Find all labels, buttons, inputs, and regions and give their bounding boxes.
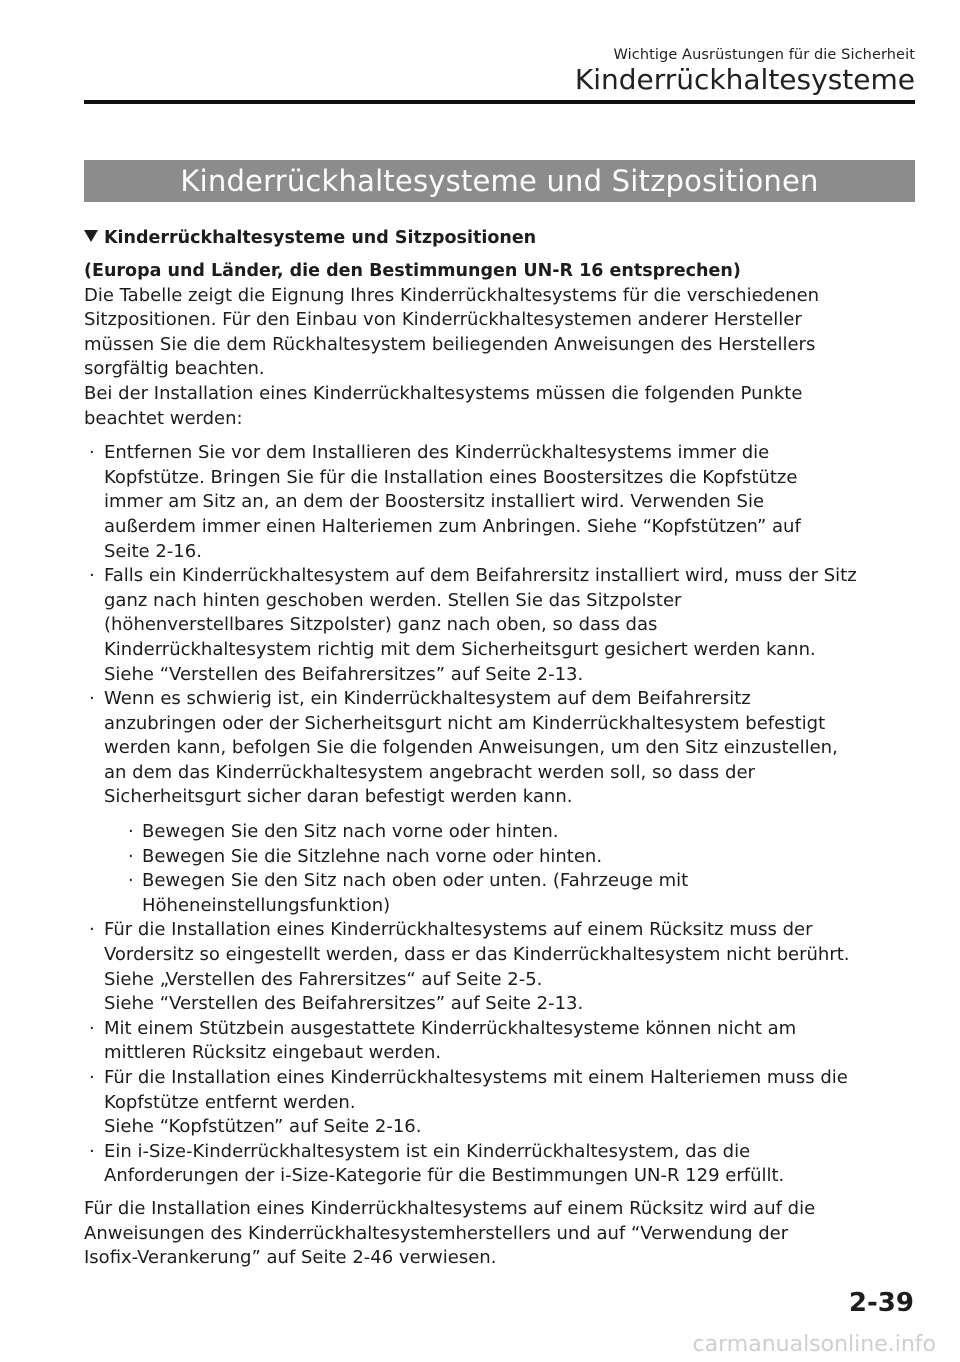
section-banner: Kinderrückhaltesysteme und Sitzpositionen xyxy=(84,160,915,202)
sub-list-item xyxy=(104,820,920,845)
page-header xyxy=(84,46,915,97)
subheading xyxy=(84,225,920,251)
list-item xyxy=(84,687,920,918)
watermark: carmanualsonline.info xyxy=(692,1332,936,1357)
text-line: Siehe „Verstellen des Fahrersitzes“ auf Seite 2-5. xyxy=(104,968,543,990)
text-line: immer am Sitz an, an dem der Boostersitz installiert wird. Verwenden Sie xyxy=(104,491,765,513)
list-item xyxy=(84,1066,920,1140)
intro-paragraph xyxy=(84,284,920,432)
text-line: außerdem immer einen Halteriemen zum Anbringen. Siehe “Kopfstützen” auf xyxy=(104,515,801,537)
text-line: Mit einem Stützbein ausgestattete Kinderrückhaltesysteme können nicht am xyxy=(104,1017,797,1039)
instruction-list xyxy=(84,441,920,1189)
text-line: Kopfstütze. Bringen Sie für die Installation eines Boostersitzes die Kopfstütze xyxy=(104,466,798,488)
text-line: Sitzpositionen. Für den Einbau von Kinderrückhaltesystemen anderer Hersteller xyxy=(84,309,802,331)
text-line: Seite 2-16. xyxy=(104,540,202,562)
sub-list-item xyxy=(104,869,920,918)
text-line: Kinderrückhaltesystem richtig mit dem Sicherheitsgurt gesichert werden kann. xyxy=(104,638,816,660)
list-item xyxy=(84,918,920,1016)
text-line: Für die Installation eines Kinderrückhaltesystems mit einem Halteriemen muss die xyxy=(104,1067,848,1088)
text-line: mittleren Rücksitz eingebaut werden. xyxy=(104,1042,442,1064)
text-line: Entfernen Sie vor dem Installieren des Kinderrückhaltesystems immer die xyxy=(104,442,770,464)
text-line: Falls ein Kinderrückhaltesystem auf dem Beifahrersitz installiert wird, muss der Sitz xyxy=(104,565,857,587)
text-line: Kopfstütze entfernt werden. xyxy=(104,1091,356,1113)
closing-paragraph xyxy=(84,1197,920,1271)
text-line: Ein i-Size-Kinderrückhaltesystem ist ein Kinderrückhaltesystem, das die xyxy=(104,1140,751,1162)
text-line: Anweisungen des Kinderrückhaltesystemherstellers und auf “Verwendung der xyxy=(84,1222,789,1244)
subheading-text: Kinderrückhaltesysteme und Sitzpositionen xyxy=(104,228,537,248)
text-line: müssen Sie die dem Rückhaltesystem beiliegenden Anweisungen des Herstellers xyxy=(84,333,816,355)
text-line: an dem das Kinderrückhaltesystem angebracht werden soll, so dass der xyxy=(104,761,755,783)
text-line: Isofix-Verankerung” auf Seite 2-46 verwiesen. xyxy=(84,1247,497,1269)
list-item xyxy=(84,441,920,564)
text-line: sorgfältig beachten. xyxy=(84,358,265,380)
text-line: werden kann, befolgen Sie die folgenden Anweisungen, um den Sitz einzustellen, xyxy=(104,737,838,759)
region-note: (Europa und Länder, die den Bestimmungen UN-R 16 entsprechen) xyxy=(84,261,741,281)
text-line: Bewegen Sie den Sitz nach vorne oder hinten. xyxy=(142,821,559,843)
text-line: Für die Installation eines Kinderrückhaltesystems auf einem Rücksitz wird auf die xyxy=(84,1197,816,1219)
text-line: Sicherheitsgurt sicher daran befestigt werden kann. xyxy=(104,786,573,808)
list-item xyxy=(84,1017,920,1066)
text-line: Bewegen Sie die Sitzlehne nach vorne oder hinten. xyxy=(142,845,603,867)
text-line: beachtet werden: xyxy=(84,407,243,429)
text-line: Siehe “Verstellen des Beifahrersitzes” auf Seite 2-13. xyxy=(104,663,584,685)
list-item xyxy=(84,564,920,687)
text-line: Für die Installation eines Kinderrückhaltesystems auf einem Rücksitz muss der xyxy=(104,919,813,941)
text-line: Siehe “Verstellen des Beifahrersitzes” auf Seite 2-13. xyxy=(104,993,584,1015)
sub-list xyxy=(104,820,920,918)
page-content xyxy=(84,225,920,1271)
header-rule xyxy=(84,100,915,104)
text-line: Anforderungen der i-Size-Kategorie für die Bestimmungen UN-R 129 erfüllt. xyxy=(104,1165,785,1187)
text-line: Höheneinstellungsfunktion) xyxy=(142,894,391,916)
section-title: Wichtige Ausrüstungen für die Sicherheit xyxy=(613,47,915,63)
triangle-down-icon xyxy=(84,230,98,242)
text-line: (höhenverstellbares Sitzpolster) ganz nach oben, so dass das xyxy=(104,614,658,636)
text-line: anzubringen oder der Sicherheitsgurt nicht am Kinderrückhaltesystem befestigt xyxy=(104,712,826,734)
text-line: Bewegen Sie den Sitz nach oben oder unten. (Fahrzeuge mit xyxy=(142,870,689,892)
text-line: Siehe “Kopfstützen” auf Seite 2-16. xyxy=(104,1116,422,1138)
text-line: Bei der Installation eines Kinderrückhaltesystems müssen die folgenden Punkte xyxy=(84,382,803,404)
text-line: ganz nach hinten geschoben werden. Stellen Sie das Sitzpolster xyxy=(104,589,682,611)
page-number: 2-39 xyxy=(848,1288,914,1318)
text-line: Die Tabelle zeigt die Eignung Ihres Kinderrückhaltesystems für die verschiedenen xyxy=(84,284,820,306)
sub-list-item xyxy=(104,845,920,870)
text-line: Wenn es schwierig ist, ein Kinderrückhaltesystem auf dem Beifahrersitz xyxy=(104,688,751,710)
list-item xyxy=(84,1140,920,1189)
text-line: Vordersitz so eingestellt werden, dass er das Kinderrückhaltesystem nicht berührt. xyxy=(104,944,850,966)
chapter-title: Kinderrückhaltesysteme xyxy=(574,63,915,96)
